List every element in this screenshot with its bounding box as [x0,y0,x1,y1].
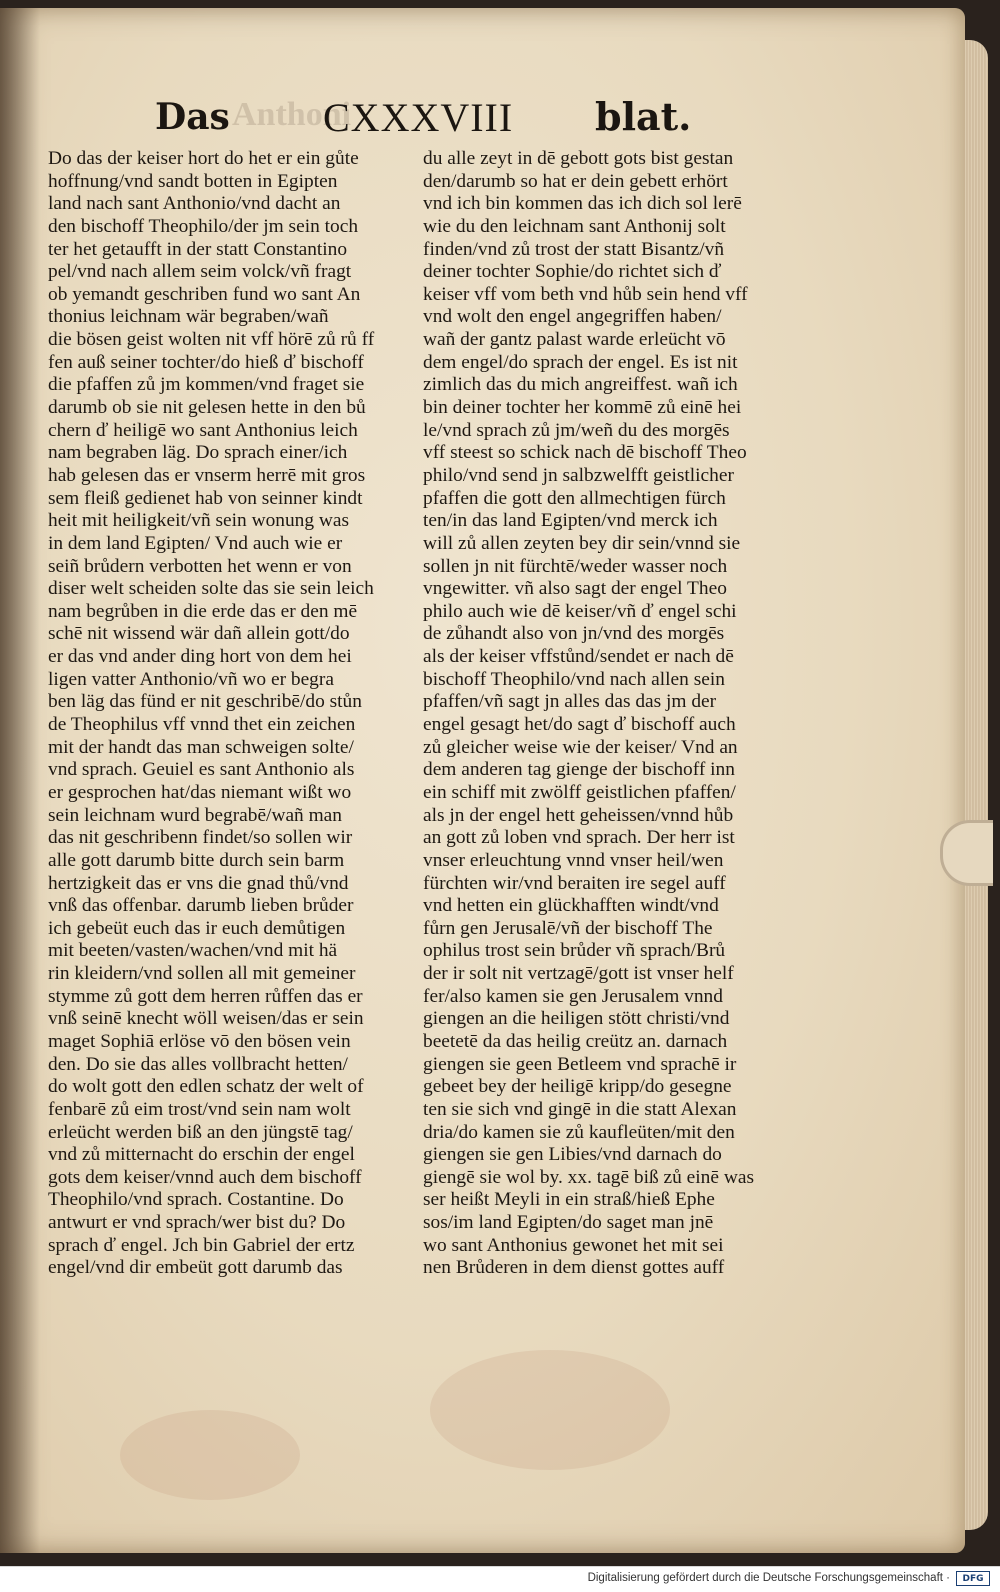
text-line: ten sie sich vnd gingē in die statt Alexan [423,1098,737,1120]
text-line: den bischoff Theophilo/der jm sein toch [48,215,359,237]
text-line: das nit geschribenn findet/so sollen wir [48,827,353,849]
text-line: hab gelesen das er vnserm herrē mit gros [48,464,366,486]
text-line: ter het getaufft in der statt Constantino [48,238,348,260]
text-line: fen auß seiner tochter/do hieß ď bischoff [48,351,364,373]
text-line: er das vnd ander ding hort von dem hei [48,646,352,668]
text-line: beetetē da das heilig creütz an. darnach [423,1030,728,1052]
text-column-right [423,148,785,1280]
text-line: antwurt er vnd sprach/wer bist du? Do [48,1212,346,1234]
text-line: alle gott darumb bitte durch sein barm [48,849,345,871]
text-line: ten/in das land Egipten/vnd merck ich [423,510,718,532]
text-line: thonius leichnam wär begraben/wañ [48,306,329,328]
text-line: land nach sant Anthonio/vnd dacht an [48,193,341,215]
text-line: heit mit heiligkeit/vñ sein wonung was [48,510,350,532]
binding-shadow [0,8,40,1553]
text-line: will zů allen zeyten bey dir sein/vnnd sie [423,532,741,554]
text-line: in dem land Egipten/ Vnd auch wie er [48,532,343,554]
text-line: keiser vff vom beth vnd hůb sein hend vff [423,283,748,305]
text-line: sem fleiß gedienet hab von seinner kindt [48,487,363,509]
text-line: vnd zů mitternacht do erschin der engel [48,1144,355,1166]
text-line: dria/do kamen sie zů kaufleüten/mit den [423,1121,735,1143]
text-line: den/darumb so hat er dein gebett erhört [423,170,728,192]
text-line: philo/vnd send jn salbzwelfft geistlicher [423,464,734,486]
text-line: gots dem keiser/vnnd auch dem bischoff [48,1166,362,1188]
text-line: als jn der engel hett geheissen/vnnd hůb [423,804,734,826]
show-through-text: Anthoni [232,96,352,133]
text-line: fůrn gen Jerusalē/vñ der bischoff The [423,917,713,939]
text-line: nam begrůben in die erde das er den mē [48,600,358,622]
text-line: chern ď heiligē wo sant Anthonius leich [48,419,358,441]
text-line: vngewitter. vñ also sagt der engel Theo [423,578,727,600]
text-line: ligen vatter Anthonio/vñ wo er begra [48,668,334,690]
text-line: gebeet bey der heiligē kripp/do gesegne [423,1076,732,1098]
text-line: stymme zů gott dem herren růffen das er [48,985,363,1007]
text-line: vnd ich bin kommen das ich dich sol lerē [423,193,742,215]
text-line: hoffnung/vnd sandt botten in Egipten [48,170,338,192]
text-line: fer/also kamen sie gen Jerusalem vnnd [423,985,723,1007]
text-line: ser heißt Meyli in ein straß/hieß Ephe [423,1189,715,1211]
text-line: giengen an die heiligen stött christi/vnd [423,1008,730,1030]
text-line: die pfaffen zů jm kommen/vnd fraget sie [48,374,365,396]
text-line: ob yemandt geschriben fund wo sant An [48,283,361,305]
text-line: an gott zů loben vnd sprach. Der herr ist [423,827,735,849]
text-line: mit der handt das man schweigen solte/ [48,736,354,758]
dfg-logo[interactable]: DFG [956,1571,990,1586]
folio-number: CXXXVIII [323,95,514,140]
text-line: den. Do sie das alles vollbracht hetten/ [48,1053,348,1075]
running-header [155,88,692,140]
text-line: nen Brůderen in dem dienst gottes auff [423,1257,725,1279]
page-tab [940,820,993,886]
text-line: sprach ď engel. Jch bin Gabriel der ertz [48,1234,355,1256]
text-column-left [48,148,410,1280]
text-line: bischoff Theophilo/vnd nach allen sein [423,668,725,690]
text-line: vnser erleuchtung vnnd vnser heil/wen [423,849,724,871]
text-line: ophilus trost sein brůder vñ sprach/Brů [423,940,726,962]
text-line: ein schiff mit zwölff geistlichen pfaffen/ [423,781,736,803]
text-line: philo auch wie dē keiser/vñ ď engel schi [423,600,737,622]
text-line: pfaffen/vñ sagt jn alles das das jm der [423,691,717,713]
text-line: wo sant Anthonius gewonet het mit sei [423,1234,724,1256]
header-right: blat. [595,94,692,139]
text-line: die bösen geist wolten nit vff hörē zů rů ff [48,329,375,351]
text-line: diser welt scheiden solte das sie sein leich [48,578,374,600]
text-line: finden/vnd zů trost der statt Bisantz/vñ [423,238,725,260]
text-line: der ir solt nit vertzagē/gott ist vnser helf [423,963,734,985]
text-line: vnd sprach. Geuiel es sant Anthonio als [48,759,355,781]
text-line: do wolt gott den edlen schatz der welt of [48,1076,364,1098]
text-line: schē nit wissend wär dañ allein gott/do [48,623,350,645]
text-line: vnß seinē knecht wöll weisen/das er sein [48,1008,364,1030]
text-line: deiner tochter Sophie/do richtet sich ď [423,261,722,283]
text-line: giengen sie geen Betleem vnd sprachē ir [423,1053,737,1075]
text-line: vnd wolt den engel angegriffen haben/ [423,306,722,328]
footer-bar [0,1566,1000,1592]
text-line: le/vnd sprach zů jm/weñ du des morgēs [423,419,730,441]
funding-credit: Digitalisierung gefördert durch die Deutsche Forschungsgemeinschaft · [587,1572,950,1584]
text-line: maget Sophiā erlöse vō den bösen vein [48,1030,351,1052]
text-line: Do das der keiser hort do het er ein gůte [48,148,359,169]
text-line: vnß das offenbar. darumb lieben brůder [48,895,354,917]
text-line: wie du den leichnam sant Anthonij solt [423,215,726,237]
text-line: giengen sie gen Libies/vnd darnach do [423,1144,722,1166]
text-line: ben läg das fünd er nit geschribē/do stůn [48,691,362,713]
text-line: vnd hetten ein glückhafften windt/vnd [423,895,719,917]
paper-stain [120,1410,300,1500]
text-line: bin deiner tochter her kommē zů einē hei [423,397,742,419]
text-line: de zůhandt also von jn/vnd des morgēs [423,623,725,645]
text-line: nam begraben läg. Do sprach einer/ich [48,442,348,464]
text-line: mit beeten/vasten/wachen/vnd mit hä [48,940,338,962]
text-line: ich gebeüt euch das ir euch demůtigen [48,917,346,939]
text-line: fenbarē zů eim trost/vnd sein nam wolt [48,1098,351,1120]
text-line: wañ der gantz palast warde erleücht vō [423,329,726,351]
text-line: fürchten wir/vnd beraiten ire segel auff [423,872,726,894]
text-line: dem anderen tag gienge der bischoff inn [423,759,735,781]
header-left: Das [155,96,230,138]
text-line: darumb ob sie nit gelesen hette in den bů [48,397,366,419]
text-line: dem engel/do sprach der engel. Es ist nit [423,351,738,373]
text-line: pfaffen die gott den allmechtigen fürch [423,487,726,509]
text-line: zů gleicher weise wie der keiser/ Vnd an [423,736,738,758]
text-line: vff steest so schick nach dē bischoff Theo [423,442,747,464]
text-line: du alle zeyt in dē gebott gots bist gestan [423,148,734,169]
text-line: sos/im land Egipten/do saget man jnē [423,1212,714,1234]
text-line: als der keiser vffstůnd/sendet er nach dē [423,646,734,668]
text-line: de Theophilus vff vnnd thet ein zeichen [48,714,356,736]
text-line: sein leichnam wurd begrabē/wañ man [48,804,342,826]
text-line: engel gesagt het/do sagt ď bischoff auch [423,714,736,736]
text-line: hertzigkeit das er vns die gnad thů/vnd [48,872,349,894]
text-line: engel/vnd dir embeüt gott darumb das [48,1257,343,1279]
text-line: giengē sie wol by. xx. tagē biß zů einē was [423,1166,754,1188]
text-line: Theophilo/vnd sprach. Costantine. Do [48,1189,344,1211]
text-line: erleücht werden biß an den jüngstē tag/ [48,1121,353,1143]
text-line: zimlich das du mich angreiffest. wañ ich [423,374,738,396]
text-line: sollen jn nit fürchtē/weder wasser noch [423,555,728,577]
text-line: er gesprochen hat/das niemant wißt wo [48,781,352,803]
text-line: rin kleidern/vnd sollen all mit gemeiner [48,963,356,985]
paper-stain [430,1350,670,1470]
text-line: seiñ brůdern verbotten het wenn er von [48,555,352,577]
text-line: pel/vnd nach allem seim volck/vñ fragt [48,261,352,283]
